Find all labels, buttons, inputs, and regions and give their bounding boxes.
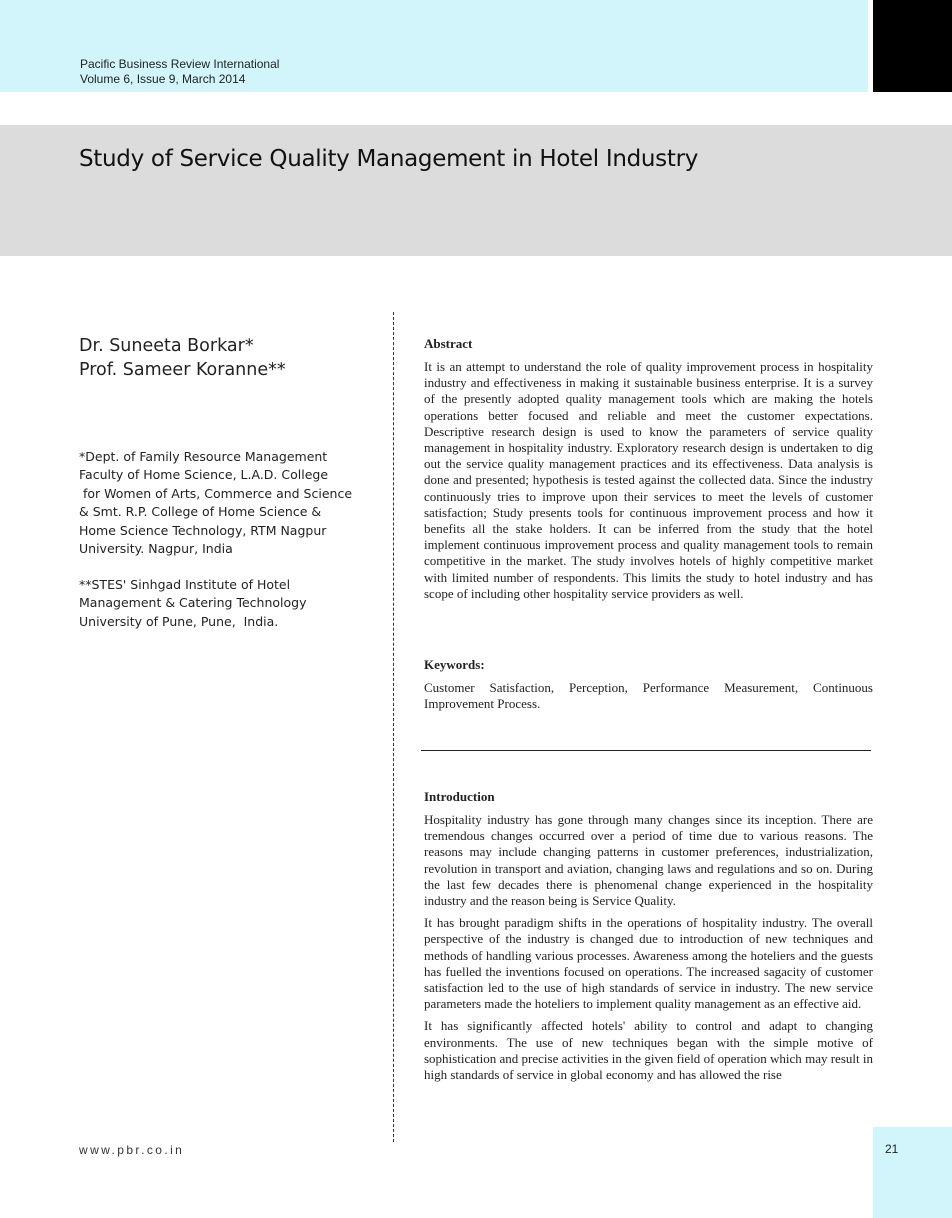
affiliation-line: Home Science Technology, RTM Nagpur <box>79 522 327 538</box>
affiliation-1 <box>79 448 352 558</box>
paper-title: Study of Service Quality Management in Hotel Industry <box>79 146 699 172</box>
author-list <box>79 334 286 382</box>
abstract-section <box>424 336 873 602</box>
page-number: 21 <box>885 1142 899 1156</box>
author-name: Dr. Suneeta Borkar* <box>79 336 254 356</box>
introduction-section <box>424 789 873 1089</box>
keywords-text: Customer Satisfaction, Perception, Performance Measurement, Continuous Improvement Process. <box>424 680 873 712</box>
column-divider <box>393 312 394 1142</box>
affiliation-line: Management & Catering Technology <box>79 595 307 611</box>
page-number-box <box>873 1127 952 1218</box>
affiliation-line: *Dept. of Family Resource Management <box>79 449 328 464</box>
abstract-heading: Abstract <box>424 336 473 351</box>
affiliation-line: **STES' Sinhgad Institute of Hotel <box>79 577 291 592</box>
introduction-paragraph: Hospitality industry has gone through many changes since its inception. There are tremendous changes occurred over a period of time due to various reasons. The reasons may include changing patterns in customer preferences, industrialization, revolution in transport and aviation, changing laws and regulations and so on. During the last few decades there is phenomenal change experienced in the hospitality industry and the reason being is Service Quality. <box>424 812 873 909</box>
author-name: Prof. Sameer Koranne** <box>79 360 286 380</box>
journal-info <box>80 57 279 87</box>
journal-issue: Volume 6, Issue 9, March 2014 <box>80 72 246 86</box>
header-black-block <box>873 0 952 92</box>
affiliation-line: Faculty of Home Science, L.A.D. College <box>79 467 329 483</box>
introduction-paragraph: It has brought paradigm shifts in the operations of hospitality industry. The overall perspective of the industry is changed due to introduction of new techniques and methods of handling various processes. Awareness among the hoteliers and the guests has fuelled the inventions focused on operations. The increased sagacity of customer satisfaction led to the use of high standards of service in industry. The new service parameters made the hoteliers to implement quality management as an effective aid. <box>424 915 873 1012</box>
affiliation-line: & Smt. R.P. College of Home Science & <box>79 504 322 520</box>
affiliation-2 <box>79 576 306 631</box>
footer-url: www.pbr.co.in <box>79 1143 185 1157</box>
affiliation-line: University. Nagpur, India <box>79 541 233 557</box>
section-rule <box>421 750 871 751</box>
affiliation-line: for Women of Arts, Commerce and Science <box>79 485 353 501</box>
abstract-text: It is an attempt to understand the role of quality improvement process in hospitality industry and effectiveness in making it sustainable business enterprise. It is a survey of the presently adopted quality management tools which are making the hotels operations better focused and reliable and meet the customer expectations. Descriptive research design is used to know the parameters of service quality management in hospitality industry. Exploratory research design is undertaken to dig out the service quality management practices and its effectiveness. Data analysis is done and presented; hypothesis is tested against the collected data. Since the industry continuously tries to improve upon their services to meet the levels of customer satisfaction; Study presents tools for continuous improvement process and how it benefits all the stake holders. It can be inferred from the study that the hotel implement continuous improvement process and quality management tools to remain competitive in the market. The study involves hotels of highly competitive market with limited number of respondents. This limits the study to hotel industry and has scope of including other hospitality service providers as well. <box>424 359 873 601</box>
keywords-section <box>424 657 873 712</box>
introduction-paragraph: It has significantly affected hotels' ability to control and adapt to changing environments. The use of new techniques began with the simple motive of sophistication and precise activities in the given field of operation which may result in high standards of service in global economy and has allowed the rise <box>424 1018 873 1083</box>
keywords-heading: Keywords: <box>424 657 485 672</box>
affiliation-line: University of Pune, Pune, India. <box>79 613 279 629</box>
journal-name: Pacific Business Review International <box>80 57 280 71</box>
title-band <box>0 125 952 256</box>
introduction-heading: Introduction <box>424 789 495 804</box>
